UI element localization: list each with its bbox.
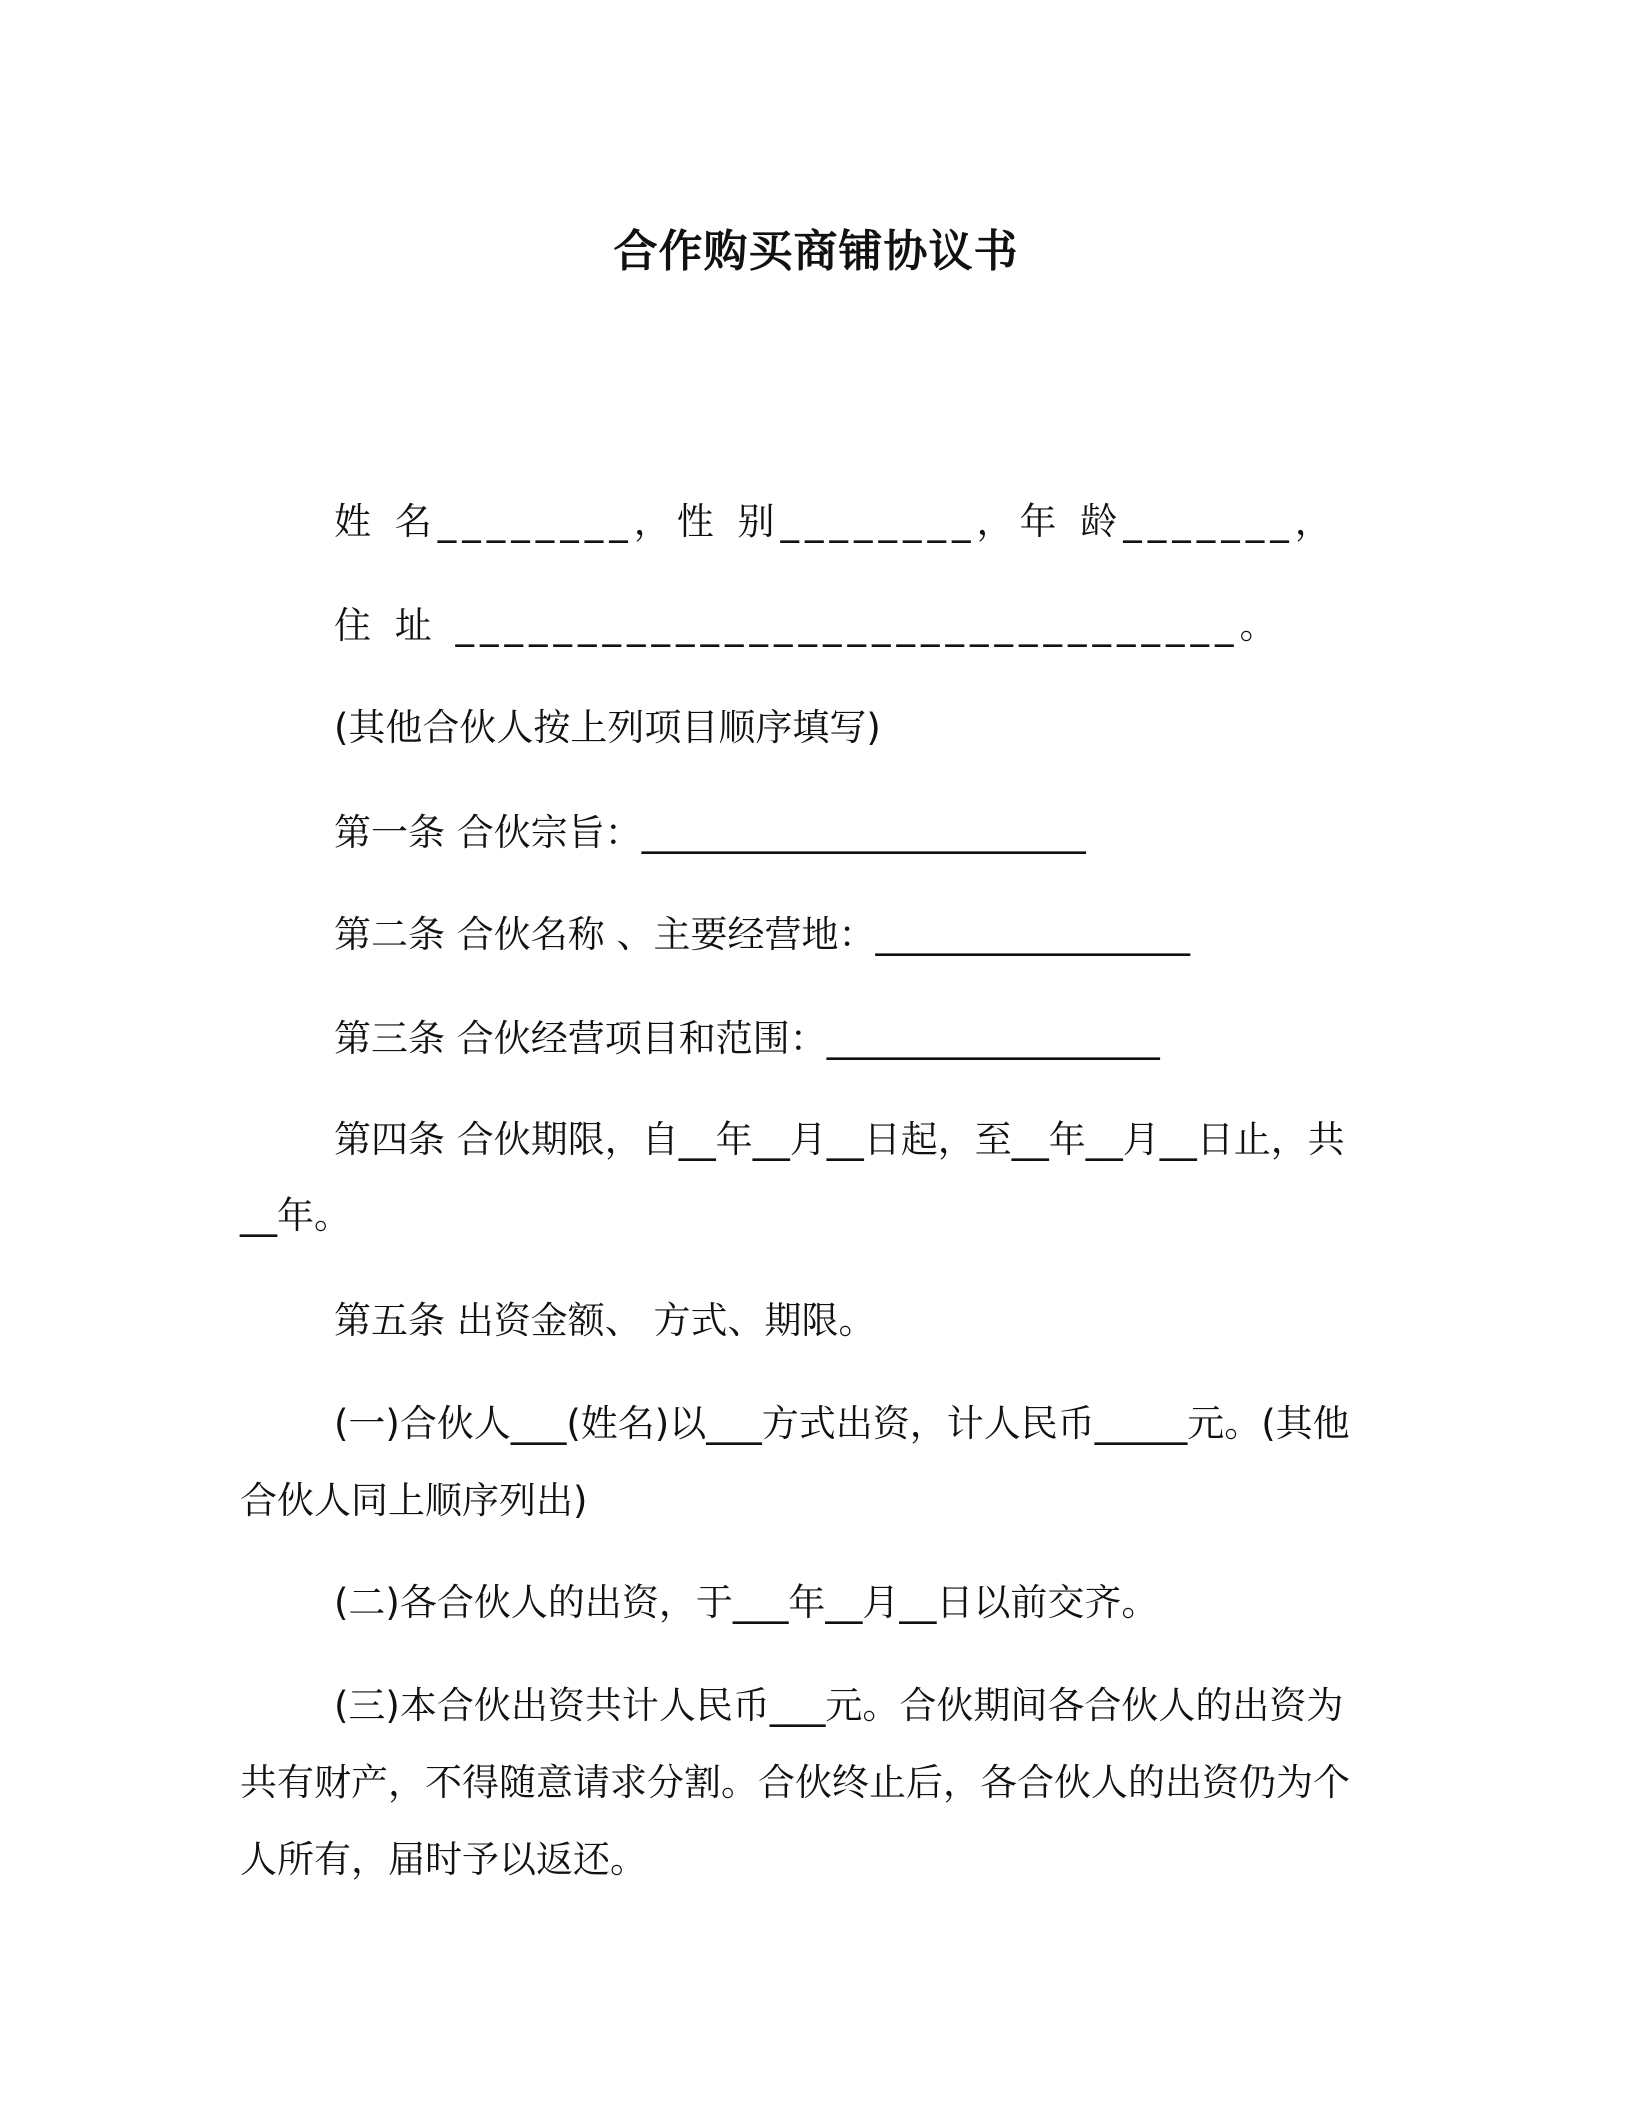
other-partners-note: (其他合伙人按上列项目顺序填写): [334, 706, 881, 749]
article-2: 第二条 合伙名称 、主要经营地：_________________: [334, 913, 1191, 956]
party-info-line: 姓 名________，性 别________，年 龄_______，: [334, 500, 1338, 543]
article-5-item-3: (三)本合伙出资共计人民币___元。合伙期间各合伙人的出资为: [334, 1684, 1344, 1727]
document-title: 合作购买商铺协议书: [613, 226, 1019, 277]
article-5-item-2: (二)各合伙人的出资，于___年__月__日以前交齐。: [334, 1581, 1159, 1624]
article-5-item-3-end: 人所有，届时予以返还。: [240, 1838, 647, 1881]
article-5-item-3-continued: 共有财产，不得随意请求分割。合伙终止后，各合伙人的出资仍为个: [240, 1761, 1350, 1804]
article-3: 第三条 合伙经营项目和范围：__________________: [334, 1017, 1160, 1060]
article-5-item-1-continued: 合伙人同上顺序列出): [240, 1479, 588, 1522]
article-5: 第五条 出资金额、 方式、期限。: [334, 1299, 876, 1342]
article-1: 第一条 合伙宗旨：________________________: [334, 811, 1086, 854]
article-4: 第四条 合伙期限，自__年__月__日起，至__年__月__日止，共: [334, 1118, 1345, 1161]
address-line: 住 址 ________________________________。: [334, 604, 1283, 647]
article-4-continued: __年。: [240, 1194, 351, 1237]
article-5-item-1: (一)合伙人___(姓名)以___方式出资，计人民币_____元。(其他: [334, 1402, 1350, 1445]
